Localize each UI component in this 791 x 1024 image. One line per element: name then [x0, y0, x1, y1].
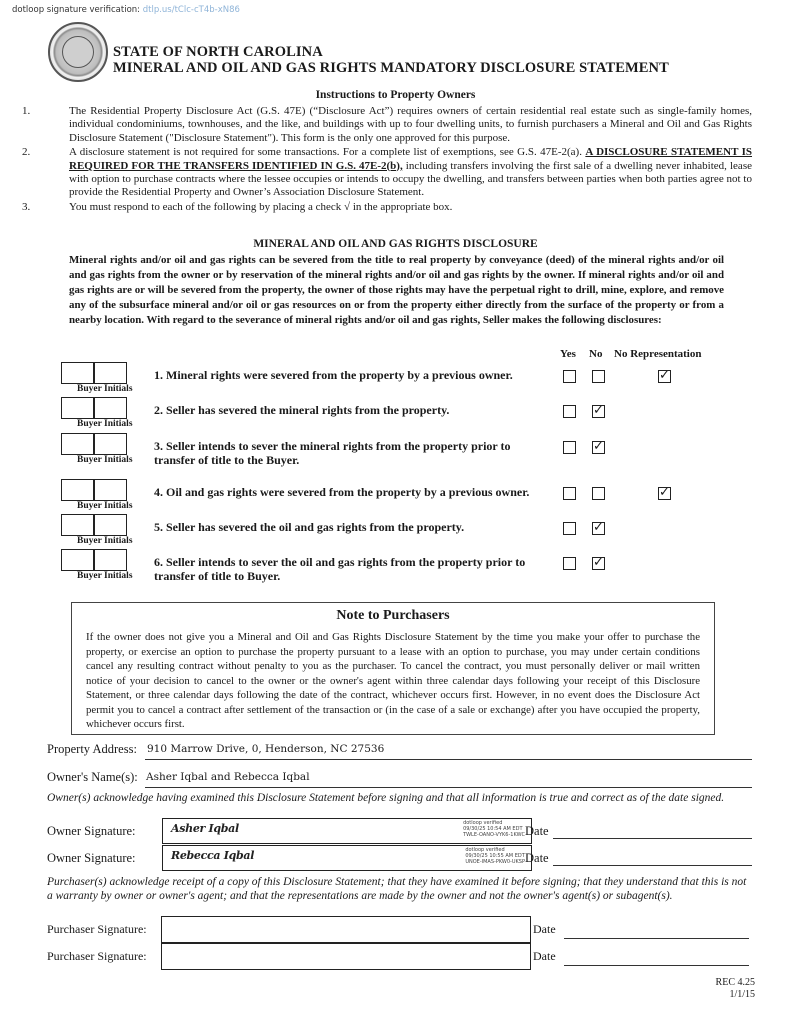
yes-checkbox[interactable] — [563, 441, 576, 454]
yes-checkbox[interactable] — [563, 370, 576, 383]
property-address-label: Property Address: — [47, 742, 137, 756]
question-text: 2. Seller has severed the mineral rights from the property. — [154, 403, 450, 417]
no-checkbox[interactable] — [592, 370, 605, 383]
nc-seal-icon — [48, 22, 108, 82]
purchaser-signature-label: Purchaser Signature: — [47, 922, 147, 936]
no-checkbox[interactable] — [592, 487, 605, 500]
instructions-list — [22, 105, 752, 215]
buyer-initial-box-1[interactable] — [61, 362, 94, 384]
buyer-initial-box-1[interactable] — [61, 433, 94, 455]
column-no-representation: No Representation — [614, 348, 702, 360]
disclosure-heading: MINERAL AND OIL AND GAS RIGHTS DISCLOSURE — [253, 238, 538, 250]
date-label: Date — [533, 922, 556, 936]
signature-image: Rebecca Iqbal — [171, 849, 255, 862]
disclosure-question-row — [61, 514, 741, 554]
buyer-initial-box-2[interactable] — [94, 549, 127, 571]
yes-checkbox[interactable] — [563, 522, 576, 535]
owner-signature-label: Owner Signature: — [47, 851, 136, 865]
form-date: 1/1/15 — [729, 989, 755, 1000]
column-no: No — [589, 348, 603, 360]
purchaser-signature-row — [47, 916, 752, 943]
note-body: If the owner does not give you a Mineral and Oil and Gas Rights Disclosure Statement by the time you make your offer to purchase the property, or exercise an option to purchase the property pursuant to a lease with an option to purchase, you may under certain conditions cancel any resulting contract without penalty to you as the purchaser. To cancel the contract, you must personally deliver or mail written notice of your decision to cancel to the owner or the owner's agent within three calendar days following your receipt of this Disclosure Statement, or three calendar days following the date of the contract, whichever occurs first. However, in no event does the Disclosure Act permit you to cancel a contract after settlement of the transaction or (in the case of a sale or exchange) after you have occupied the property, whichever occurs first. — [86, 631, 700, 730]
question-text: 3. Seller intends to sever the mineral rights from the property prior to transfer of title to the Buyer. — [154, 439, 511, 467]
column-yes: Yes — [560, 348, 576, 360]
instruction-item: 1. The Residential Property Disclosure Act (G.S. 47E) (“Disclosure Act”) requires owners of certain residential real estate such as single-family homes, individual condominiums, townhouses, and the like, and buildings with up to four dwelling units, to furnish purchasers a Mineral and Oil and Gas Rights Disclosure Statement ("Disclosure Statement"). This form is the only one approved for this purpose. — [22, 105, 752, 144]
disclosure-question-row — [61, 433, 741, 473]
date-label: Date — [525, 851, 549, 865]
question-text: 5. Seller has severed the oil and gas rights from the property. — [154, 520, 465, 534]
no-checkbox[interactable]: ✓ — [593, 555, 604, 570]
buyer-initials-label: Buyer Initials — [77, 455, 133, 465]
purchaser-signature-label: Purchaser Signature: — [47, 949, 147, 963]
buyer-initial-box-2[interactable] — [94, 433, 127, 455]
no-checkbox[interactable]: ✓ — [593, 520, 604, 535]
no-checkbox[interactable]: ✓ — [593, 403, 604, 418]
dotloop-verified-stamp: dotloop verified 09/30/25 10:55 AM EDT UNOE-IMAS-PKW0-UKSP — [465, 847, 525, 865]
owner-names-field — [47, 770, 752, 788]
purchaser-acknowledgement: Purchaser(s) acknowledge receipt of a copy of this Disclosure Statement; that they have examined it before signing; that they understand that this is not a warranty by owner or owner's agent; and that the representations are made by the owner and not the owner's agent(s) or subagent(s). — [47, 876, 747, 902]
verification-label: dotloop signature verification: — [12, 5, 141, 15]
property-address-input[interactable]: 910 Marrow Drive, 0, Henderson, NC 27536 — [147, 743, 385, 755]
buyer-initials-label: Buyer Initials — [77, 384, 133, 394]
state-title: STATE OF NORTH CAROLINA — [113, 44, 323, 60]
purchaser-date-field[interactable] — [564, 938, 749, 939]
signature-verification-banner — [12, 5, 240, 15]
dotloop-verified-stamp: dotloop verified 09/30/25 10:54 AM EDT TWLE-OANO-VYK6-1KWC — [463, 820, 525, 838]
buyer-initial-box-2[interactable] — [94, 514, 127, 536]
signature-image: Asher Iqbal — [171, 822, 239, 835]
disclosure-question-row — [61, 549, 741, 589]
disclosure-question-row — [61, 479, 741, 519]
owner-acknowledgement: Owner(s) acknowledge having examined this Disclosure Statement before signing and that all information is true and correct as of the date signed. — [47, 792, 725, 804]
buyer-initials-label: Buyer Initials — [77, 536, 133, 546]
owner-signature-row — [47, 845, 752, 871]
note-title: Note to Purchasers — [336, 608, 450, 623]
purchaser-signature-row — [47, 943, 752, 970]
owner-names-input[interactable]: Asher Iqbal and Rebecca Iqbal — [146, 771, 310, 783]
owner-signature-field[interactable] — [162, 845, 532, 871]
verification-link[interactable]: dtlp.us/tClc-cT4b-xN86 — [142, 5, 240, 15]
purchaser-date-field[interactable] — [564, 965, 749, 966]
disclosure-body: Mineral rights and/or oil and gas rights can be severed from the title to real property by conveyance (deed) of the mineral rights and/or oil and gas rights from the owner or by reservation of the mineral rights and/or oil and gas rights by the owner. If mineral rights and/or oil and gas rights are or will be severed from the property, the owner of those rights may have the perpetual right to drill, mine, explore, and remove any of the subsurface mineral and/or oil or gas resources on or from the property either directly from the surface of the property or from a nearby location. With regard to the severance of mineral rights and/or oil and gas rights, Seller makes the following disclosures: — [69, 254, 724, 326]
required-transfers-emphasis: A DISCLOSURE STATEMENT IS REQUIRED FOR THE TRANSFERS IDENTIFIED IN G.S. 47E-2(b), — [69, 146, 753, 172]
form-title: MINERAL AND OIL AND GAS RIGHTS MANDATORY DISCLOSURE STATEMENT — [113, 60, 669, 76]
buyer-initial-box-1[interactable] — [61, 549, 94, 571]
form-identifier — [716, 977, 755, 1001]
owner-date-field[interactable] — [553, 865, 752, 866]
yes-checkbox[interactable] — [563, 405, 576, 418]
form-number: REC 4.25 — [715, 977, 755, 988]
owner-date-field[interactable] — [553, 838, 752, 839]
instructions-heading: Instructions to Property Owners — [315, 89, 476, 101]
buyer-initial-box-1[interactable] — [61, 479, 94, 501]
buyer-initials-label: Buyer Initials — [77, 419, 133, 429]
purchaser-signature-field[interactable] — [161, 943, 531, 970]
question-text: 4. Oil and gas rights were severed from the property by a previous owner. — [154, 485, 530, 499]
owner-signature-field[interactable] — [162, 818, 532, 844]
buyer-initials-label: Buyer Initials — [77, 571, 133, 581]
no-representation-checkbox[interactable]: ✓ — [659, 368, 670, 383]
yes-checkbox[interactable] — [563, 557, 576, 570]
date-label: Date — [525, 824, 549, 838]
instruction-item: 3. You must respond to each of the following by placing a check √ in the appropriate box. — [22, 200, 453, 213]
buyer-initial-box-1[interactable] — [61, 514, 94, 536]
disclosure-question-row — [61, 397, 741, 437]
buyer-initial-box-1[interactable] — [61, 397, 94, 419]
owner-signature-label: Owner Signature: — [47, 824, 136, 838]
no-checkbox[interactable]: ✓ — [593, 439, 604, 454]
purchaser-signature-field[interactable] — [161, 916, 531, 943]
owner-signature-row — [47, 818, 752, 844]
buyer-initial-box-2[interactable] — [94, 479, 127, 501]
buyer-initial-box-2[interactable] — [94, 397, 127, 419]
property-address-field — [47, 742, 752, 760]
date-label: Date — [533, 949, 556, 963]
no-representation-checkbox[interactable]: ✓ — [659, 485, 670, 500]
question-text: 1. Mineral rights were severed from the property by a previous owner. — [154, 368, 513, 382]
instruction-item: 2. A disclosure statement is not required for some transactions. For a complete list of exemptions, see G.S. 47E-2(a). A DISCLOSURE STATEMENT IS REQUIRED FOR THE TRANSFERS IDENTIFIED IN G.S. 47E-2(b), including transfers involving the first sale of a dwelling never inhabited, lease with option to purchase contracts where the lessee occupies or intends to occupy the dwelling, and transfers between parties when both parties agree not to provide the Residential Property and Owner’s Association Disclosure Statement. — [22, 146, 753, 199]
buyer-initials-label: Buyer Initials — [77, 501, 133, 511]
yes-checkbox[interactable] — [563, 487, 576, 500]
note-to-purchasers — [71, 602, 715, 735]
buyer-initial-box-2[interactable] — [94, 362, 127, 384]
disclosure-question-row — [61, 362, 741, 402]
question-text: 6. Seller intends to sever the oil and gas rights from the property prior to transfer of title to Buyer. — [154, 555, 526, 583]
owner-names-label: Owner's Name(s): — [47, 770, 138, 784]
